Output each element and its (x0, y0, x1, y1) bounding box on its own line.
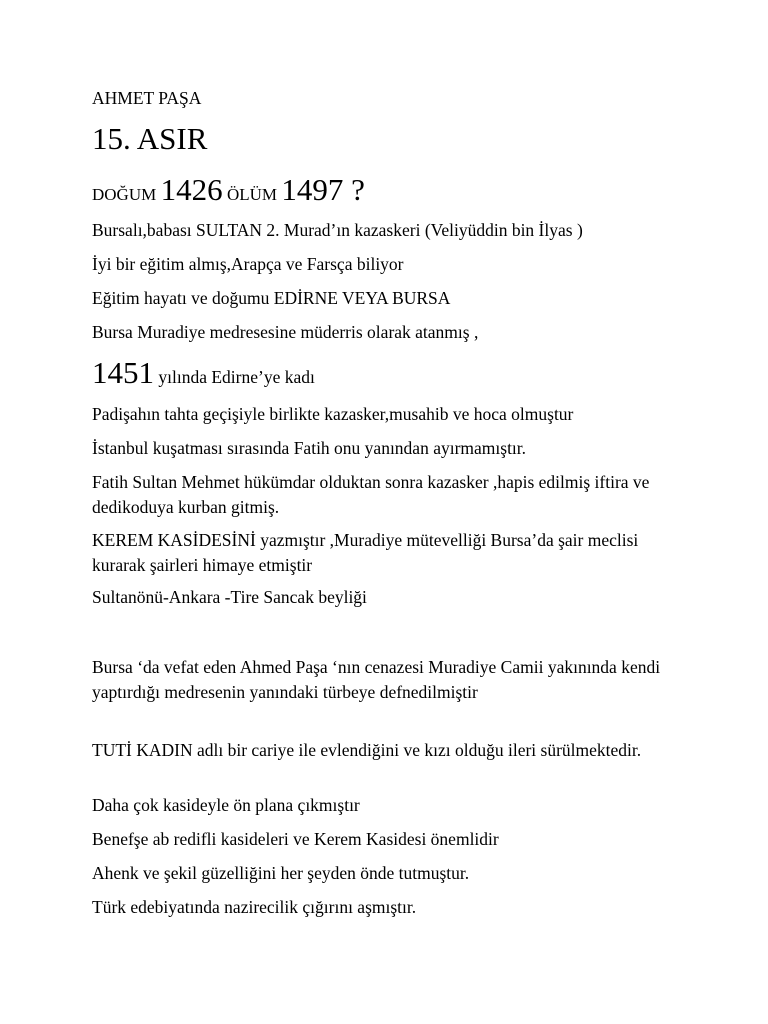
text-paragraph: Bursa ‘da vefat eden Ahmed Paşa ‘nın cenazesi Muradiye Camii yakınında kendi yaptırdığı medresenin yanındaki türbeye defnedilmiştir (92, 657, 661, 702)
text-line: İstanbul kuşatması sırasında Fatih onu yanından ayırmamıştır. (92, 438, 527, 458)
death-label: ÖLÜM (226, 185, 278, 204)
century-heading: 15. ASIR (92, 121, 208, 156)
birth-label: DOĞUM (92, 185, 157, 204)
text-paragraph: TUTİ KADIN adlı bir cariye ile evlendiğini ve kızı olduğu ileri sürülmektedir. (92, 740, 642, 760)
text-line: Bursalı,babası SULTAN 2. Murad’ın kazaskeri (Veliyüddin bin İlyas ) (92, 220, 583, 240)
text-line: Padişahın tahta geçişiyle birlikte kazasker,musahib ve hoca olmuştur (92, 404, 574, 424)
text-line: Ahenk ve şekil güzelliğini her şeyden önde tutmuştur. (92, 863, 470, 883)
lifespan-line (92, 171, 365, 208)
text-line: Eğitim hayatı ve doğumu EDİRNE VEYA BURSA (92, 288, 451, 308)
year-1451-text: yılında Edirne’ye kadı (158, 367, 315, 387)
death-year: 1497 ? (281, 172, 365, 207)
text-line: Benefşe ab redifli kasideleri ve Kerem Kasidesi önemlidir (92, 829, 499, 849)
birth-year: 1426 (160, 172, 223, 207)
text-line: Daha çok kasideyle ön plana çıkmıştır (92, 795, 360, 815)
text-line: Sultanönü-Ankara -Tire Sancak beyliği (92, 587, 367, 607)
year-1451: 1451 (92, 355, 154, 390)
text-line: Türk edebiyatında nazirecilik çığırını aşmıştır. (92, 897, 417, 917)
text-paragraph: KEREM KASİDESİNİ yazmıştır ,Muradiye mütevelliği Bursa’da şair meclisi kurarak şairleri himaye etmiştir (92, 530, 639, 575)
text-line: Bursa Muradiye medresesine müderris olarak atanmış , (92, 322, 479, 342)
text-line: İyi bir eğitim almış,Arapça ve Farsça biliyor (92, 254, 404, 274)
kadi-line (92, 354, 315, 391)
text-paragraph: Fatih Sultan Mehmet hükümdar olduktan sonra kazasker ,hapis edilmiş iftira ve dedikoduya kurban gitmiş. (92, 472, 650, 517)
author-heading: AHMET PAŞA (92, 88, 202, 108)
